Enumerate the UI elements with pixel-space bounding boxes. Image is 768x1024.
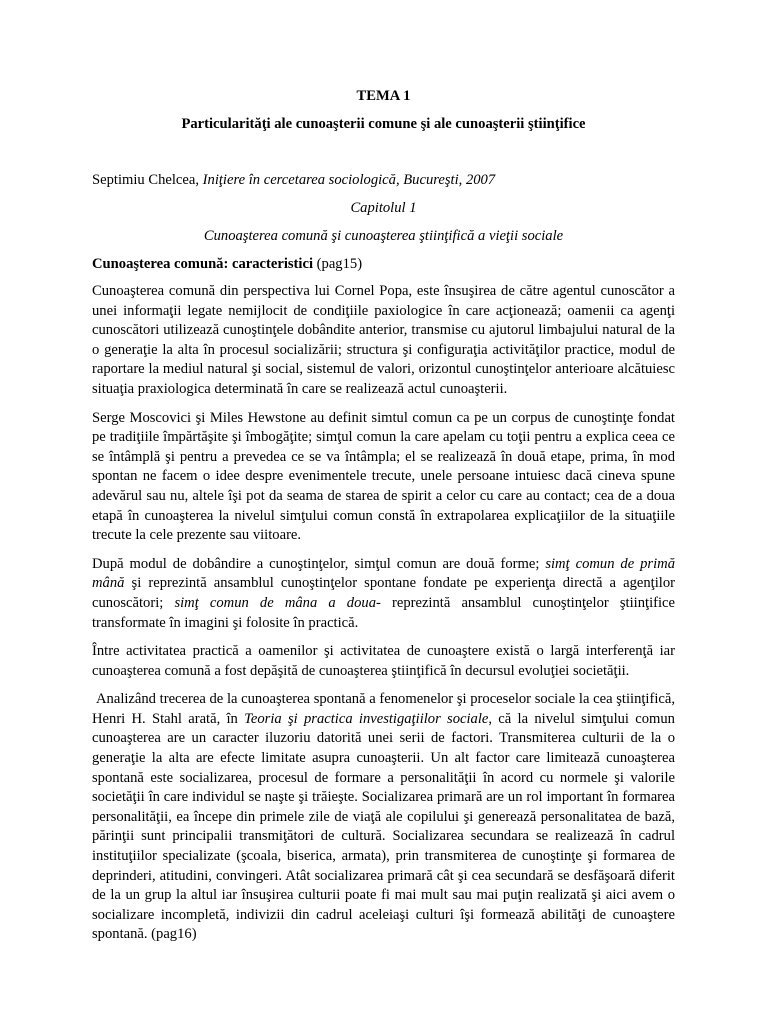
paragraph-3-text-e: - reprezintă ansamblul cunoştinţelor ştiinţifice transformate în imagini şi folosite în practică. — [92, 594, 675, 631]
paragraph-3 — [92, 555, 675, 633]
paragraph-5-book-title: Teoria şi practica investigaţiilor sociale — [244, 710, 489, 727]
paragraph-2: Serge Moscovici şi Miles Hewstone au definit simtul comun ca pe un corpus de cunoştinţe fondat pe tradiţiile împărtăşite şi îmbogăţite; simţul comun la care apelam cu toţii pentru a explica ceea ce se întâmplă şi pentru a prevedea ce se va întâmpla; el se realizează în două etape, prima, în mod spontan ne facem o idee despre evenimentele trecute, unele persoane intuiesc dacă cineva spune adevărul sau nu, altele îşi pot da seama de starea de spirit a celor cu care au contact; cea de a doua etapă în cunoaşterea la nivelul simţului comun constă în extrapolarea explicaţiilor de la situaţiile trecute la cele prezente sau viitoare. — [92, 409, 675, 544]
paragraph-3-text-c: şi reprezintă ansamblul cunoştinţelor spontane fondate pe experienţa directă a agenţilor cunoscători; — [92, 575, 675, 611]
paragraph-5-text-c: , că la nivelul simţului comun cunoaşterea are un caracter iluzoriu datorită unei serii de factori. Transmiterea culturii de la o generaţie la alta are efecte limitate asupra cunoaşterii. Un alt factor care limitează cunoaşterea spontană este socializarea, procesul de formare a personalităţii în acord cu normele şi valorile societăţii în care individul se naşte şi trăieşte. Socializarea primară are un rol important în formarea personalităţii, ea începe din primele zile de viaţă ale copilului şi generează personalitatea de bază, părinţii sunt principalii transmiţători de cultură. Socializarea secundara se realizează în cadrul instituţiilor specializate (şcoala, biserica, armata), prin transmiterea de cunoştinţe şi formarea de deprinderi, atitudini, convingeri. Atât socializarea primară cât şi cea secundară se desfăşoară diferit de la un grup la altul iar însuşirea culturii poate fi mai mult sau mai puţin realizată şi aici avem o socializare incompletă, indivizii din cadrul aceleiaşi culturi îşi formează abilităţi de cunoaştere spontană. (pag16) — [92, 710, 675, 943]
paragraph-4: Între activitatea practică a oamenilor şi activitatea de cunoaştere există o largă interferenţă iar cunoaşterea comună a fost depăşită de cunoaşterea ştiinţifică în decursul evoluţiei societăţii. — [92, 643, 675, 679]
document-body — [92, 282, 675, 954]
paragraph-1: Cunoaşterea comună din perspectiva lui Cornel Popa, este însuşirea de către agentul cunoscător a unei informaţii legate nemijlocit de condiţiile paxiologice în care acţionează; oamenii ca agenţi cunoscători utilizează cunoştinţele dobândite anterior, transmise cu ajutorul limbajului natural de la o generaţie la alta în procesul socializării; structura şi configuraţia activităţilor practice, modul de raportare la mediul natural şi social, sistemul de valori, orizontul cunoştinţelor anterioare alcătuiesc situaţia praxiologica determinată în care se realizează actul cunoaşterii. — [92, 283, 675, 397]
chapter-label: Capitolul 1 — [350, 200, 417, 216]
document-title: TEMA 1 — [356, 88, 411, 104]
source-citation — [92, 171, 675, 191]
chapter-title: Cunoaşterea comună şi cunoaşterea ştiinţifică a vieţii sociale — [203, 228, 564, 244]
section-page-ref: (pag15) — [313, 256, 363, 272]
document-subtitle: Particularităţi ale cunoaşterii comune şi ale cunoaşterii ştiinţifice — [181, 116, 586, 132]
paragraph-5-text-a: Analizând trecerea de la cunoaşterea spontană a fenomenelor şi proceselor sociale la cea ştiinţifică, Henri H. Stahl arată, în — [92, 691, 675, 727]
paragraph-3-term-first-hand: simţ comun de primă mână — [92, 555, 675, 592]
paragraph-5 — [92, 690, 675, 945]
section-heading-text: Cunoaşterea comună: caracteristici — [92, 256, 314, 272]
source-work: Iniţiere în cercetarea sociologică, Bucureşti, 2007 — [202, 172, 496, 188]
paragraph-3-text-a: După modul de dobândire a cunoştinţelor, simţul comun are două forme; — [92, 555, 546, 572]
source-author: Septimiu Chelcea, — [92, 172, 203, 188]
paragraph-3-term-second-hand: simţ comun de mâna a doua — [174, 594, 376, 611]
section-heading — [92, 255, 675, 275]
